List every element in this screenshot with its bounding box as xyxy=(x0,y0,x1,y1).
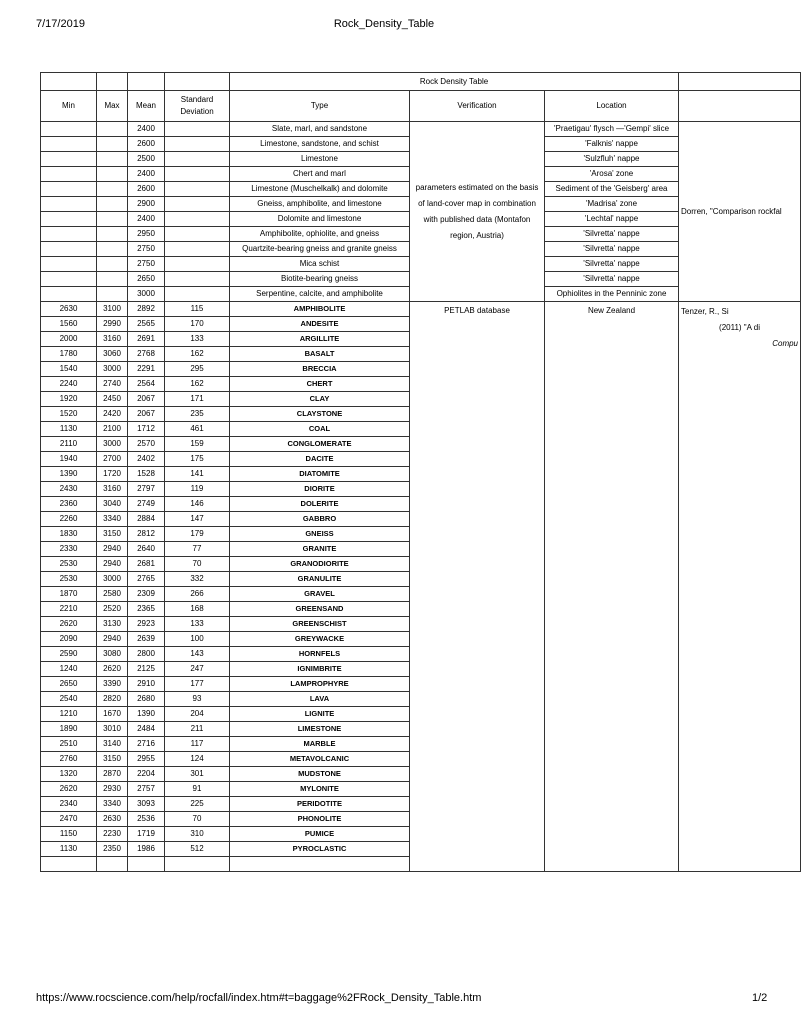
cell-min: 1150 xyxy=(41,827,97,842)
cell-mean: 2950 xyxy=(128,227,165,242)
col-header-std-dev: Standard Deviation xyxy=(165,91,230,122)
cell-max: 2520 xyxy=(97,602,128,617)
page-title: Rock_Density_Table xyxy=(333,18,435,30)
cell-max: 2580 xyxy=(97,587,128,602)
cell-mean: 2400 xyxy=(128,167,165,182)
cell-type: DIORITE xyxy=(230,482,410,497)
cell-max xyxy=(97,152,128,167)
col-header-mean: Mean xyxy=(128,91,165,122)
cell-location: Sediment of the 'Geisberg' area xyxy=(545,182,679,197)
cell-std-dev: 162 xyxy=(165,347,230,362)
cell-type: Slate, marl, and sandstone xyxy=(230,122,410,137)
cell-std-dev: 179 xyxy=(165,527,230,542)
cell-std-dev: 159 xyxy=(165,437,230,452)
cell-std-dev: 115 xyxy=(165,302,230,317)
cell-mean: 2681 xyxy=(128,557,165,572)
col-header-reference xyxy=(679,91,801,122)
cell-mean: 2600 xyxy=(128,182,165,197)
cell-std-dev: 91 xyxy=(165,782,230,797)
cell-mean: 2884 xyxy=(128,512,165,527)
cell-type: GABBRO xyxy=(230,512,410,527)
cell-std-dev: 141 xyxy=(165,467,230,482)
cell-std-dev: 77 xyxy=(165,542,230,557)
cell-std-dev: 295 xyxy=(165,362,230,377)
cell-std-dev xyxy=(165,272,230,287)
cell-std-dev: 175 xyxy=(165,452,230,467)
cell-min: 1130 xyxy=(41,422,97,437)
cell-type: MARBLE xyxy=(230,737,410,752)
cell-location: New Zealand xyxy=(545,302,679,872)
cell-min xyxy=(41,272,97,287)
cell-min xyxy=(41,167,97,182)
cell-max: 3000 xyxy=(97,362,128,377)
cell-max: 2450 xyxy=(97,392,128,407)
col-header-location: Location xyxy=(545,91,679,122)
table-caption: Rock Density Table xyxy=(230,73,679,91)
cell-std-dev: 235 xyxy=(165,407,230,422)
cell-std-dev: 147 xyxy=(165,512,230,527)
cell-type: GREENSAND xyxy=(230,602,410,617)
cell-mean: 2125 xyxy=(128,662,165,677)
cell-max xyxy=(97,257,128,272)
cell-max: 3160 xyxy=(97,332,128,347)
cell-mean: 2291 xyxy=(128,362,165,377)
cell-std-dev: 225 xyxy=(165,797,230,812)
cell-mean: 1712 xyxy=(128,422,165,437)
cell-max xyxy=(97,167,128,182)
cell-location: 'Praetigau' flysch —'Gempi' slice xyxy=(545,122,679,137)
cell-type: MYLONITE xyxy=(230,782,410,797)
cell-verification: parameters estimated on the basis of land-cover map in combination with published data (Montafon region, Austria) xyxy=(410,122,545,302)
cell-std-dev: 124 xyxy=(165,752,230,767)
cell-max: 2940 xyxy=(97,557,128,572)
cell-type: PYROCLASTIC xyxy=(230,842,410,857)
cell-type: BASALT xyxy=(230,347,410,362)
cell-std-dev: 146 xyxy=(165,497,230,512)
cell-std-dev xyxy=(165,287,230,302)
cell-max: 2930 xyxy=(97,782,128,797)
cell-min: 2110 xyxy=(41,437,97,452)
cell-mean: 3093 xyxy=(128,797,165,812)
cell-mean: 2768 xyxy=(128,347,165,362)
cell-std-dev: 301 xyxy=(165,767,230,782)
reference-line: Compu xyxy=(772,339,799,348)
cell-mean: 2765 xyxy=(128,572,165,587)
cell-max: 2700 xyxy=(97,452,128,467)
cell-max: 2870 xyxy=(97,767,128,782)
cell-type: BRECCIA xyxy=(230,362,410,377)
cell-type: CLAYSTONE xyxy=(230,407,410,422)
cell-type: LAMPROPHYRE xyxy=(230,677,410,692)
cell-max: 2350 xyxy=(97,842,128,857)
cell-std-dev: 162 xyxy=(165,377,230,392)
cell-type: MUDSTONE xyxy=(230,767,410,782)
cell-mean: 2812 xyxy=(128,527,165,542)
cell-type: GRAVEL xyxy=(230,587,410,602)
cell-min: 1830 xyxy=(41,527,97,542)
cell-max xyxy=(97,182,128,197)
cell-max: 2630 xyxy=(97,812,128,827)
cell-std-dev: 171 xyxy=(165,392,230,407)
cell-mean: 2536 xyxy=(128,812,165,827)
cell-location: 'Falknis' nappe xyxy=(545,137,679,152)
cell-max: 2740 xyxy=(97,377,128,392)
cell-min: 1320 xyxy=(41,767,97,782)
cell-type: DACITE xyxy=(230,452,410,467)
cell-max: 3010 xyxy=(97,722,128,737)
cell-mean: 1528 xyxy=(128,467,165,482)
cell-min xyxy=(41,857,97,872)
cell-min: 2540 xyxy=(41,692,97,707)
cell-type: Limestone, sandstone, and schist xyxy=(230,137,410,152)
cell-min xyxy=(41,197,97,212)
cell-mean: 3000 xyxy=(128,287,165,302)
cell-min: 1560 xyxy=(41,317,97,332)
cell-mean: 2309 xyxy=(128,587,165,602)
cell-type: GNEISS xyxy=(230,527,410,542)
cell-mean: 2955 xyxy=(128,752,165,767)
cell-min: 1520 xyxy=(41,407,97,422)
cell-std-dev: 133 xyxy=(165,332,230,347)
cell-mean: 2650 xyxy=(128,272,165,287)
cell-std-dev: 266 xyxy=(165,587,230,602)
cell-location: 'Silvretta' nappe xyxy=(545,272,679,287)
cell-max: 3060 xyxy=(97,347,128,362)
cell-std-dev: 168 xyxy=(165,602,230,617)
cell-max: 3040 xyxy=(97,497,128,512)
cell-mean: 2923 xyxy=(128,617,165,632)
cell-std-dev: 143 xyxy=(165,647,230,662)
cell-max: 2420 xyxy=(97,407,128,422)
cell-std-dev xyxy=(165,257,230,272)
cell-mean: 2564 xyxy=(128,377,165,392)
cell-location: 'Arosa' zone xyxy=(545,167,679,182)
cell-min: 2260 xyxy=(41,512,97,527)
cell-type: Dolomite and limestone xyxy=(230,212,410,227)
cell-max: 3130 xyxy=(97,617,128,632)
cell-mean: 2570 xyxy=(128,437,165,452)
col-header-type: Type xyxy=(230,91,410,122)
cell-location: 'Sulzfluh' nappe xyxy=(545,152,679,167)
cell-type: Limestone xyxy=(230,152,410,167)
cell-type: Serpentine, calcite, and amphibolite xyxy=(230,287,410,302)
cell-std-dev: 100 xyxy=(165,632,230,647)
cell-max xyxy=(97,227,128,242)
cell-std-dev: 70 xyxy=(165,557,230,572)
cell-type: METAVOLCANIC xyxy=(230,752,410,767)
cell-min xyxy=(41,122,97,137)
cell-min: 1130 xyxy=(41,842,97,857)
cell-mean: 1390 xyxy=(128,707,165,722)
cell-min xyxy=(41,152,97,167)
cell-type: Gneiss, amphibolite, and limestone xyxy=(230,197,410,212)
cell-max: 3140 xyxy=(97,737,128,752)
cell-mean: 2365 xyxy=(128,602,165,617)
cell-type: Quartzite-bearing gneiss and granite gneiss xyxy=(230,242,410,257)
cell-std-dev: 512 xyxy=(165,842,230,857)
cell-max: 3000 xyxy=(97,437,128,452)
cell-max: 3000 xyxy=(97,572,128,587)
cell-max: 2230 xyxy=(97,827,128,842)
cell-std-dev: 177 xyxy=(165,677,230,692)
col-header-max: Max xyxy=(97,91,128,122)
table-row xyxy=(41,122,801,137)
rock-density-table xyxy=(40,72,801,872)
cell-min: 1890 xyxy=(41,722,97,737)
cell-mean: 2750 xyxy=(128,242,165,257)
cell-min xyxy=(41,287,97,302)
cell-min: 2330 xyxy=(41,542,97,557)
cell-mean: 2757 xyxy=(128,782,165,797)
cell-std-dev: 119 xyxy=(165,482,230,497)
cell-max: 2620 xyxy=(97,662,128,677)
cell-location: 'Silvretta' nappe xyxy=(545,257,679,272)
cell-min: 1240 xyxy=(41,662,97,677)
cell-mean: 2800 xyxy=(128,647,165,662)
cell-reference xyxy=(679,302,801,872)
cell-max: 2820 xyxy=(97,692,128,707)
cell-max xyxy=(97,197,128,212)
cell-mean: 2402 xyxy=(128,452,165,467)
reference-line: Tenzer, R., Si xyxy=(681,307,729,316)
cell-reference: Dorren, "Comparison rockfal xyxy=(679,122,801,302)
cell-max xyxy=(97,272,128,287)
cell-std-dev: 332 xyxy=(165,572,230,587)
cell-std-dev xyxy=(165,212,230,227)
cell-std-dev xyxy=(165,197,230,212)
cell-mean: 2400 xyxy=(128,212,165,227)
col-header-min: Min xyxy=(41,91,97,122)
cell-mean: 1719 xyxy=(128,827,165,842)
cell-type: IGNIMBRITE xyxy=(230,662,410,677)
cell-max: 2100 xyxy=(97,422,128,437)
cell-min: 2510 xyxy=(41,737,97,752)
cell-std-dev: 70 xyxy=(165,812,230,827)
page-number: 1/2 xyxy=(752,992,768,1004)
cell-min xyxy=(41,242,97,257)
cell-max: 3160 xyxy=(97,482,128,497)
cell-mean: 2565 xyxy=(128,317,165,332)
cell-location: 'Lechtal' nappe xyxy=(545,212,679,227)
cell-mean: 2900 xyxy=(128,197,165,212)
cell-max: 3340 xyxy=(97,512,128,527)
table-row xyxy=(41,302,801,317)
cell-type: Biotite-bearing gneiss xyxy=(230,272,410,287)
cell-max xyxy=(97,242,128,257)
cell-min: 1780 xyxy=(41,347,97,362)
cell-min: 2470 xyxy=(41,812,97,827)
cell-std-dev: 461 xyxy=(165,422,230,437)
cell-min: 2360 xyxy=(41,497,97,512)
cell-max: 3150 xyxy=(97,752,128,767)
cell-mean: 2639 xyxy=(128,632,165,647)
cell-type: HORNFELS xyxy=(230,647,410,662)
print-date: 7/17/2019 xyxy=(36,18,85,30)
cell-mean: 2910 xyxy=(128,677,165,692)
page-url: https://www.rocscience.com/help/rocfall/index.htm#t=baggage%2FRock_Density_Table.htm xyxy=(36,992,482,1004)
cell-mean xyxy=(128,857,165,872)
cell-max: 2990 xyxy=(97,317,128,332)
cell-type: LAVA xyxy=(230,692,410,707)
cell-mean: 2691 xyxy=(128,332,165,347)
cell-mean: 2640 xyxy=(128,542,165,557)
cell-std-dev: 204 xyxy=(165,707,230,722)
cell-type: AMPHIBOLITE xyxy=(230,302,410,317)
cell-type: DOLERITE xyxy=(230,497,410,512)
cell-std-dev: 247 xyxy=(165,662,230,677)
cell-mean: 2892 xyxy=(128,302,165,317)
cell-std-dev xyxy=(165,242,230,257)
cell-type: GREYWACKE xyxy=(230,632,410,647)
cell-std-dev: 133 xyxy=(165,617,230,632)
cell-mean: 2716 xyxy=(128,737,165,752)
cell-min: 2530 xyxy=(41,557,97,572)
cell-mean: 2500 xyxy=(128,152,165,167)
cell-min: 1940 xyxy=(41,452,97,467)
cell-location: 'Madrisa' zone xyxy=(545,197,679,212)
cell-type: CHERT xyxy=(230,377,410,392)
cell-type: Chert and marl xyxy=(230,167,410,182)
cell-min: 2630 xyxy=(41,302,97,317)
cell-type: Mica schist xyxy=(230,257,410,272)
cell-type: DIATOMITE xyxy=(230,467,410,482)
cell-mean: 2749 xyxy=(128,497,165,512)
cell-max xyxy=(97,857,128,872)
cell-max xyxy=(97,212,128,227)
cell-min xyxy=(41,137,97,152)
cell-type xyxy=(230,857,410,872)
cell-min: 1210 xyxy=(41,707,97,722)
cell-max: 1670 xyxy=(97,707,128,722)
cell-mean: 2750 xyxy=(128,257,165,272)
cell-max: 3100 xyxy=(97,302,128,317)
cell-min: 2650 xyxy=(41,677,97,692)
header-row xyxy=(41,91,801,122)
cell-verification: PETLAB database xyxy=(410,302,545,872)
cell-mean: 1986 xyxy=(128,842,165,857)
cell-min: 2590 xyxy=(41,647,97,662)
cell-mean: 2067 xyxy=(128,407,165,422)
cell-min: 2530 xyxy=(41,572,97,587)
cell-min: 2000 xyxy=(41,332,97,347)
cell-location: Ophiolites in the Penninic zone xyxy=(545,287,679,302)
cell-min: 2240 xyxy=(41,377,97,392)
cell-std-dev xyxy=(165,227,230,242)
cell-type: GREENSCHIST xyxy=(230,617,410,632)
cell-std-dev xyxy=(165,182,230,197)
cell-min: 2090 xyxy=(41,632,97,647)
cell-min xyxy=(41,212,97,227)
cell-max: 3340 xyxy=(97,797,128,812)
cell-type: Amphibolite, ophiolite, and gneiss xyxy=(230,227,410,242)
cell-type: PERIDOTITE xyxy=(230,797,410,812)
reference-line: (2011) "A di xyxy=(719,323,760,332)
cell-max: 1720 xyxy=(97,467,128,482)
cell-min: 2760 xyxy=(41,752,97,767)
cell-min: 2620 xyxy=(41,617,97,632)
cell-type: LIGNITE xyxy=(230,707,410,722)
cell-type: GRANITE xyxy=(230,542,410,557)
cell-mean: 2067 xyxy=(128,392,165,407)
cell-std-dev xyxy=(165,167,230,182)
cell-max: 3080 xyxy=(97,647,128,662)
table-body xyxy=(41,73,801,872)
cell-min: 2340 xyxy=(41,797,97,812)
cell-min: 2620 xyxy=(41,782,97,797)
cell-type: PHONOLITE xyxy=(230,812,410,827)
cell-std-dev xyxy=(165,152,230,167)
cell-max: 3390 xyxy=(97,677,128,692)
cell-type: CONGLOMERATE xyxy=(230,437,410,452)
cell-location: 'Silvretta' nappe xyxy=(545,227,679,242)
cell-min xyxy=(41,182,97,197)
cell-max xyxy=(97,137,128,152)
cell-max xyxy=(97,287,128,302)
cell-min: 1870 xyxy=(41,587,97,602)
cell-mean: 2400 xyxy=(128,122,165,137)
cell-std-dev: 310 xyxy=(165,827,230,842)
cell-type: COAL xyxy=(230,422,410,437)
cell-type: Limestone (Muschelkalk) and dolomite xyxy=(230,182,410,197)
cell-std-dev xyxy=(165,857,230,872)
cell-mean: 2797 xyxy=(128,482,165,497)
cell-min: 2430 xyxy=(41,482,97,497)
cell-type: CLAY xyxy=(230,392,410,407)
cell-max xyxy=(97,122,128,137)
cell-max: 3150 xyxy=(97,527,128,542)
cell-min xyxy=(41,257,97,272)
cell-type: LIMESTONE xyxy=(230,722,410,737)
cell-std-dev: 93 xyxy=(165,692,230,707)
cell-type: ANDESITE xyxy=(230,317,410,332)
cell-type: ARGILLITE xyxy=(230,332,410,347)
cell-std-dev xyxy=(165,137,230,152)
cell-max: 2940 xyxy=(97,542,128,557)
col-header-verification: Verification xyxy=(410,91,545,122)
cell-location: 'Silvretta' nappe xyxy=(545,242,679,257)
cell-min xyxy=(41,227,97,242)
cell-min: 1390 xyxy=(41,467,97,482)
cell-std-dev: 117 xyxy=(165,737,230,752)
cell-std-dev: 170 xyxy=(165,317,230,332)
cell-min: 1540 xyxy=(41,362,97,377)
cell-type: GRANULITE xyxy=(230,572,410,587)
cell-min: 1920 xyxy=(41,392,97,407)
cell-mean: 2600 xyxy=(128,137,165,152)
cell-max: 2940 xyxy=(97,632,128,647)
cell-mean: 2484 xyxy=(128,722,165,737)
cell-min: 2210 xyxy=(41,602,97,617)
cell-mean: 2680 xyxy=(128,692,165,707)
cell-std-dev: 211 xyxy=(165,722,230,737)
rock-density-table-viewport[interactable] xyxy=(40,72,799,928)
cell-type: GRANODIORITE xyxy=(230,557,410,572)
cell-std-dev xyxy=(165,122,230,137)
cell-mean: 2204 xyxy=(128,767,165,782)
cell-type: PUMICE xyxy=(230,827,410,842)
